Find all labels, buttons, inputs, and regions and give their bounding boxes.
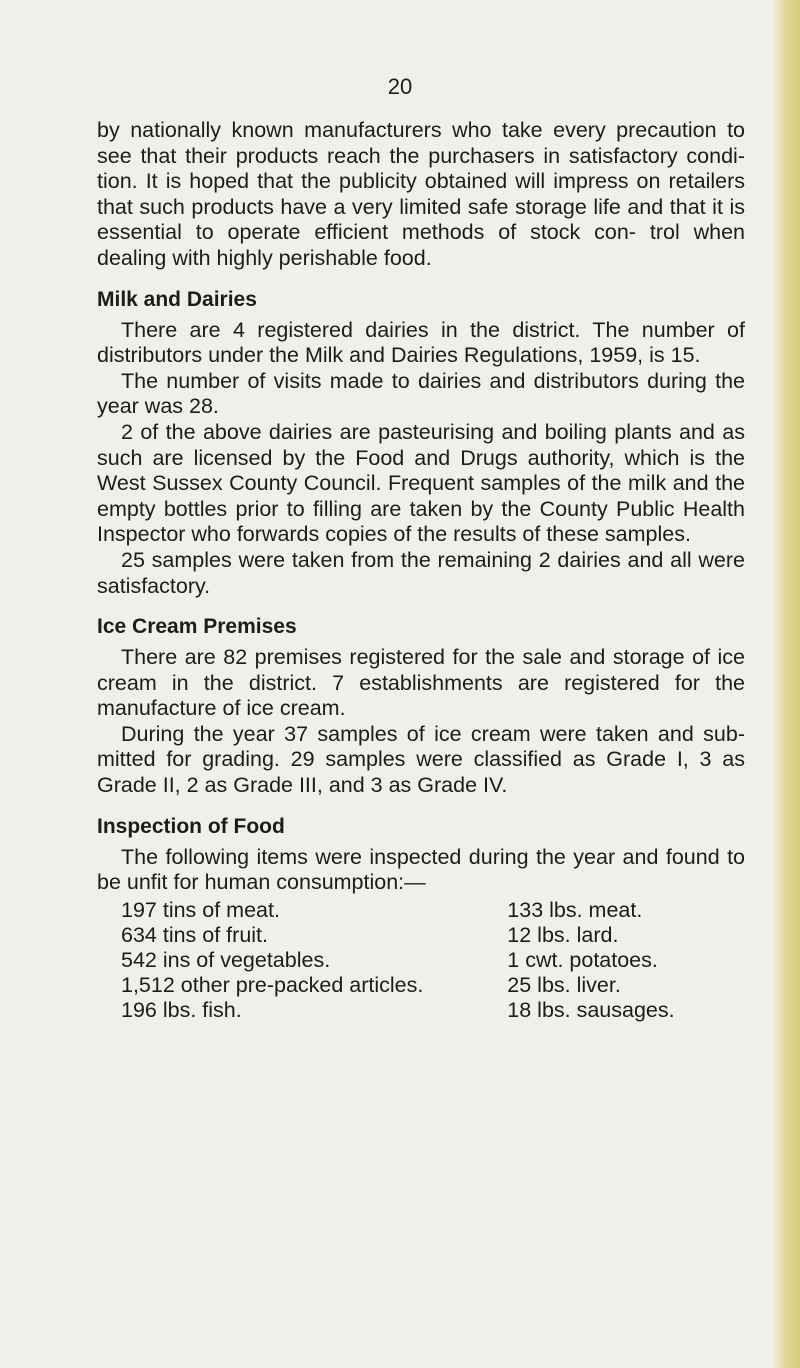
inspection-paragraph: The following items were inspected during the year and found to be unfit for human consumption:—: [97, 844, 745, 895]
list-item: 12 lbs. lard.: [507, 922, 619, 947]
ice-cream-paragraph-1: There are 82 premises registered for the sale and storage of ice cream in the district. 7 establishments are registered for the manufacture of ice cream.: [97, 645, 745, 721]
page-body: [97, 118, 745, 1023]
intro-paragraph: by nationally known manufacturers who take every precaution to see that their products reach the purchasers in satisfactory condi- tion. It is hoped that the publicity obtained will impress on retailers that such products have a very limited safe storage life and that it is essential to operate efficient methods of stock con- trol when dealing with highly perishable food.: [97, 118, 745, 270]
items-right-column: [507, 898, 745, 1023]
milk-paragraph-4: 25 samples were taken from the remaining 2 dairies and all were satisfactory.: [97, 547, 745, 598]
list-item: 25 lbs. liver.: [507, 972, 621, 997]
list-item: 542 ins of vegetables.: [121, 947, 331, 972]
list-item: 133 lbs. meat.: [507, 897, 643, 922]
list-item: 197 tins of meat.: [121, 897, 280, 922]
unfit-items-list: [121, 898, 745, 1023]
list-item: 1 cwt. potatoes.: [507, 947, 658, 972]
list-item: 18 lbs. sausages.: [507, 997, 675, 1022]
ice-cream-heading: Ice Cream Premises: [97, 615, 297, 639]
inspection-heading: Inspection of Food: [97, 814, 285, 838]
page-edge: [774, 0, 800, 1368]
list-item: 1,512 other pre-packed articles.: [121, 972, 424, 997]
milk-paragraph-1: There are 4 registered dairies in the district. The number of distributors under the Milk and Dairies Regulations, 1959, is 15.: [97, 317, 745, 368]
items-left-column: [121, 898, 507, 1023]
ice-cream-paragraph-2: During the year 37 samples of ice cream were taken and sub- mitted for grading. 29 samples were classified as Grade I, 3 as Grade II, 2 as Grade III, and 3 as Grade IV.: [97, 721, 745, 798]
milk-paragraph-2: The number of visits made to dairies and distributors during the year was 28.: [97, 368, 745, 419]
page-number: 20: [387, 74, 413, 99]
list-item: 196 lbs. fish.: [121, 997, 242, 1022]
list-item: 634 tins of fruit.: [121, 922, 268, 947]
milk-paragraph-3: 2 of the above dairies are pasteurising and boiling plants and as such are licensed by the Food and Drugs authority, which is the West Sussex County Council. Frequent samples of the milk and the empty bottles prior to filling are taken by the County Public Health Inspector who forwards copies of the results of these samples.: [97, 419, 745, 547]
milk-heading: Milk and Dairies: [97, 287, 257, 311]
